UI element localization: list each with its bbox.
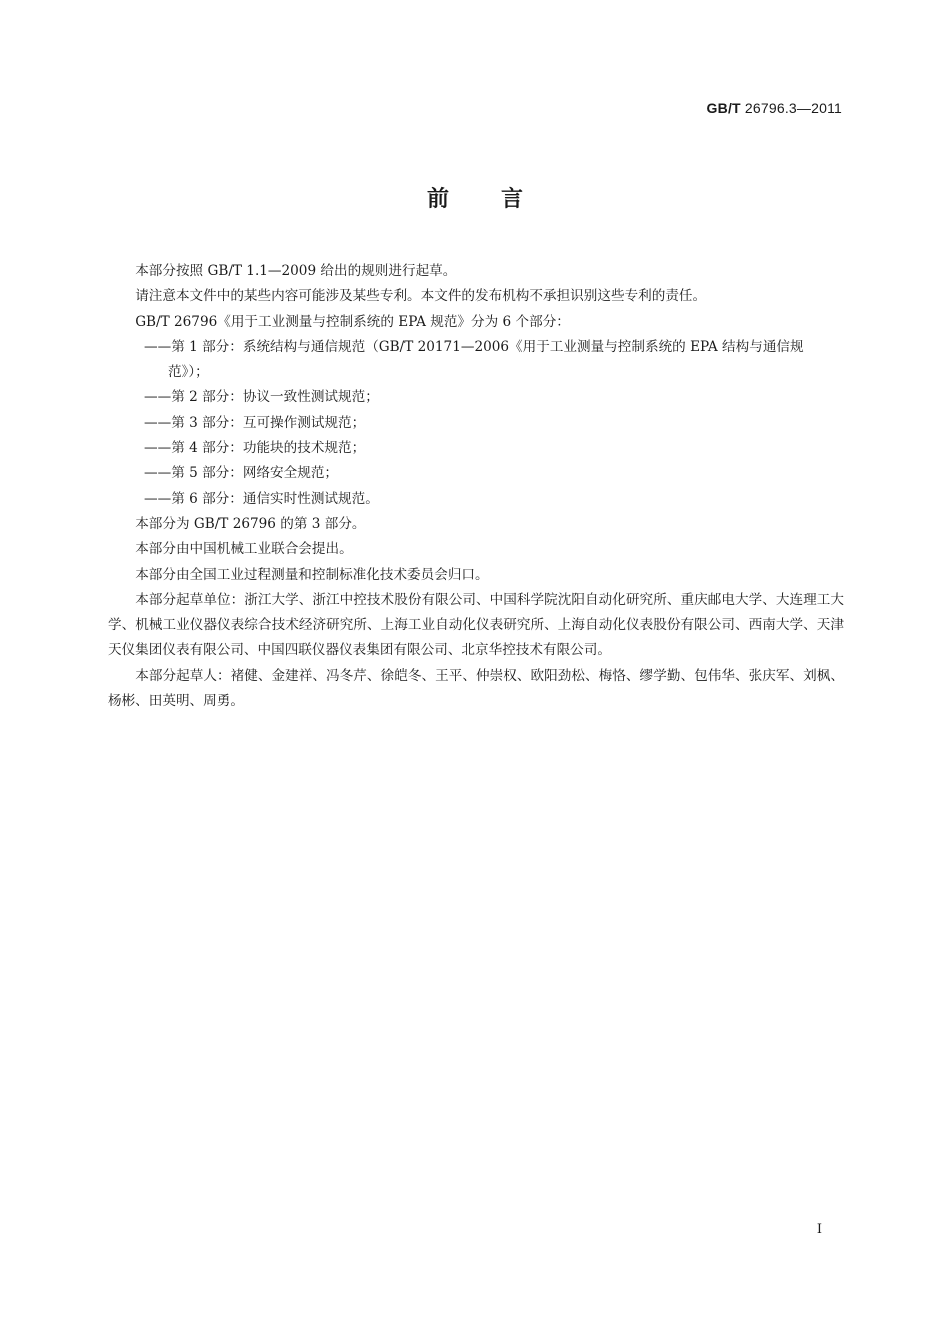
- paragraph-drafters: 本部分起草人：褚健、金建祥、冯冬芹、徐皑冬、王平、仲崇权、欧阳劲松、梅恪、缪学勤、包伟华、张庆军、刘枫、杨彬、田英明、周勇。: [108, 667, 844, 710]
- list-item-part-3: ——第 3 部分：互可操作测试规范；: [144, 414, 366, 431]
- list-item-part-6: ——第 6 部分：通信实时性测试规范。: [144, 490, 379, 507]
- list-item-part-5: ——第 5 部分：网络安全规范；: [144, 465, 339, 482]
- paragraph-patent-notice: 请注意本文件中的某些内容可能涉及某些专利。本文件的发布机构不承担识别这些专利的责任。: [135, 288, 707, 305]
- paragraph-drafting-units: 本部分起草单位：浙江大学、浙江中控技术股份有限公司、中国科学院沈阳自动化研究所、重庆邮电大学、大连理工大学、机械工业仪器仪表综合技术经济研究所、上海工业自动化仪表研究所、上海自动化仪表股份有限公司、西南大学、天津天仪集团仪表有限公司、中国四联仪器仪表集团有限公司、北京华控技术有限公司。: [108, 591, 844, 659]
- standard-number: 26796.3—2011: [740, 100, 842, 116]
- paragraph-committee: 本部分由全国工业过程测量和控制标准化技术委员会归口。: [135, 566, 489, 583]
- document-body: [108, 259, 844, 714]
- title-char-1: 前: [426, 187, 449, 212]
- page-number: I: [816, 1222, 822, 1237]
- paragraph-drafting-rules: 本部分按照 GB/T 1.1—2009 给出的规则进行起草。: [135, 263, 457, 279]
- paragraph-part-number: 本部分为 GB/T 26796 的第 3 部分。: [135, 515, 366, 532]
- document-header: [707, 100, 842, 116]
- title-char-2: 言: [501, 187, 524, 212]
- list-item-part-1: ——第 1 部分：系统结构与通信规范（GB/T 20171—2006《用于工业测量与控制系统的 EPA 结构与通信规范》）；: [144, 338, 804, 381]
- paragraph-parts-intro: GB/T 26796《用于工业测量与控制系统的 EPA 规范》分为 6 个部分：: [135, 313, 570, 330]
- list-item-part-2: ——第 2 部分：协议一致性测试规范；: [144, 389, 379, 406]
- paragraph-proposer: 本部分由中国机械工业联合会提出。: [135, 541, 353, 558]
- list-item-part-4: ——第 4 部分：功能块的技术规范；: [144, 440, 366, 457]
- standard-prefix: GB/T: [706, 100, 741, 116]
- page-title: [0, 182, 950, 213]
